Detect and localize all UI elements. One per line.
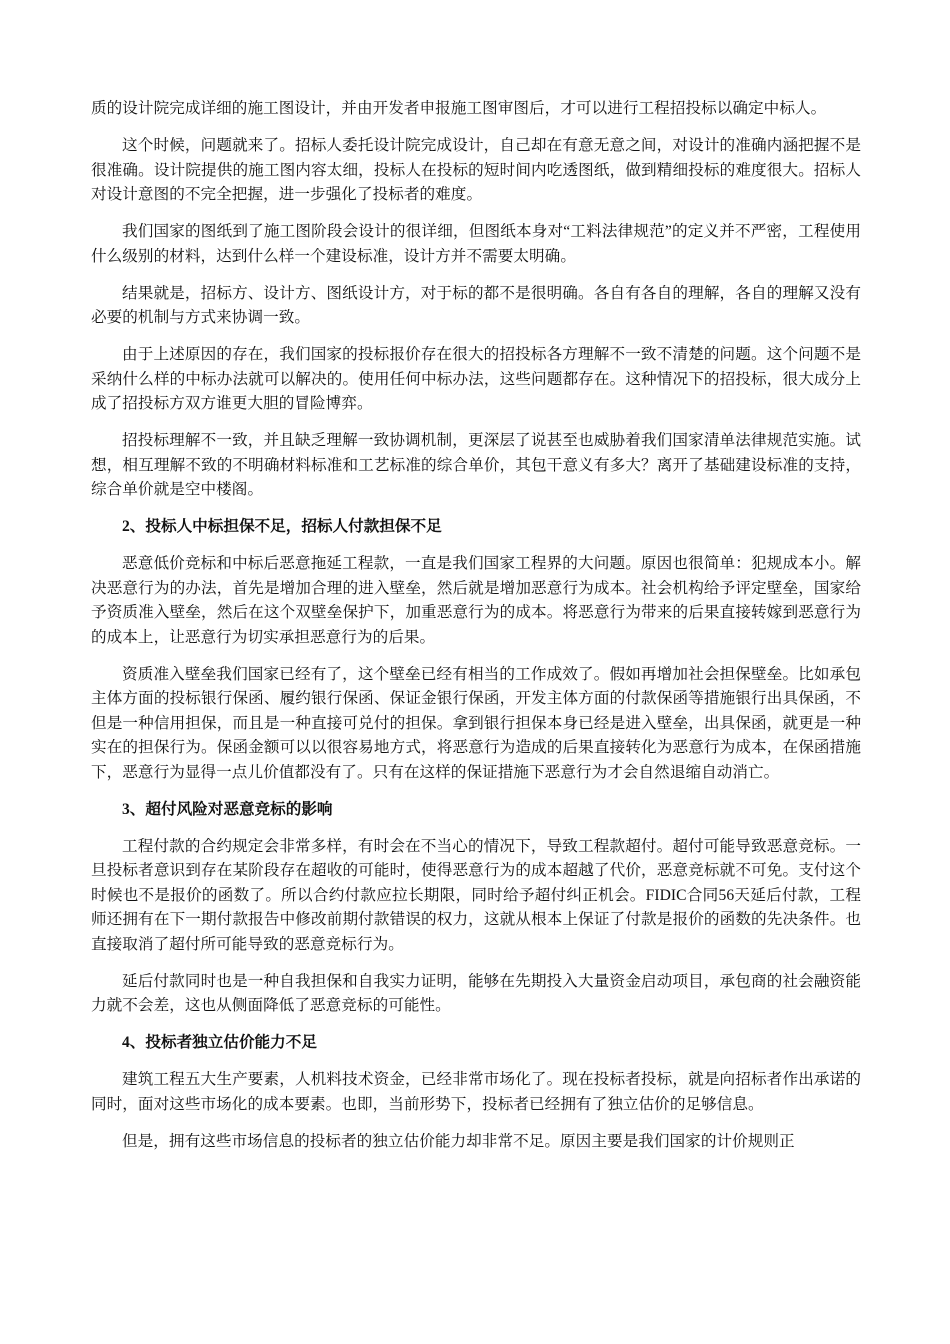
section-heading-4: 4、投标者独立估价能力不足	[122, 1034, 317, 1051]
paragraph: 资质准入壁垒我们国家已经有了，这个壁垒已经有相当的工作成效了。假如再增加社会担保壁垒。比如承包主体方面的投标银行保函、履约银行保函、保证金银行保函，开发主体方面的付款保函等措施银行出具保函，不但是一种信用担保，而且是一种直接可兑付的担保。拿到银行担保本身已经是进入壁垒，出具保函，就更是一种实在的担保行为。保函金额可以以很容易地方式，将恶意行为造成的后果直接转化为恶意行为成本，在保函措施下，恶意行为显得一点儿价值都没有了。只有在这样的保证措施下恶意行为才会自然退缩自动消亡。	[91, 665, 861, 781]
paragraph: 我们国家的图纸到了施工图阶段会设计的很详细，但图纸本身对“工料法律规范”的定义并不严密，工程使用什么级别的材料，达到什么样一个建设标准，设计方并不需要太明确。	[91, 223, 861, 265]
paragraph: 工程付款的合约规定会非常多样，有时会在不当心的情况下，导致工程款超付。超付可能导致恶意竞标。一旦投标者意识到存在某阶段存在超收的可能时，使得恶意行为的成本超越了代价，恶意竞标就不可免。支付这个时候也不是报价的函数了。所以合约付款应拉长期限，同时给予超付纠正机会。FIDIC合同56天延后付款，工程师还拥有在下一期付款报告中修改前期付款错误的权力，这就从根本上保证了付款是报价的函数的先决条件。也直接取消了超付所可能导致的恶意竞标行为。	[91, 837, 861, 953]
paragraph: 延后付款同时也是一种自我担保和自我实力证明，能够在先期投入大量资金启动项目，承包商的社会融资能力就不会差，这也从侧面降低了恶意竞标的可能性。	[91, 972, 861, 1014]
section-heading-3: 3、超付风险对恶意竞标的影响	[122, 800, 333, 818]
section-heading-2: 2、投标人中标担保不足，招标人付款担保不足	[122, 518, 442, 535]
paragraph: 由于上述原因的存在，我们国家的投标报价存在很大的招投标各方理解不一致不清楚的问题。这个问题不是采纳什么样的中标办法就可以解决的。使用任何中标办法，这些问题都存在。这种情况下的招投标，很大成分上成了招投标方双方谁更大胆的冒险博弈。	[91, 346, 861, 412]
paragraph: 建筑工程五大生产要素，人机料技术资金，已经非常市场化了。现在投标者投标，就是向招标者作出承诺的同时，面对这些市场化的成本要素。也即，当前形势下，投标者已经拥有了独立估价的足够信息。	[91, 1071, 861, 1113]
paragraph: 但是，拥有这些市场信息的投标者的独立估价能力却非常不足。原因主要是我们国家的计价规则正	[122, 1132, 795, 1150]
paragraph: 招投标理解不一致，并且缺乏理解一致协调机制，更深层了说甚至也威胁着我们国家清单法律规范实施。试想，相互理解不致的不明确材料标准和工艺标准的综合单价，其包干意义有多大？离开了基础建设标准的支持，综合单价就是空中楼阁。	[91, 432, 861, 498]
paragraph: 恶意低价竞标和中标后恶意拖延工程款，一直是我们国家工程界的大问题。原因也很简单：犯规成本小。解决恶意行为的办法，首先是增加合理的进入壁垒，然后就是增加恶意行为成本。社会机构给予评定壁垒，国家给予资质准入壁垒，然后在这个双壁垒保护下，加重恶意行为的成本。将恶意行为带来的后果直接转嫁到恶意行为的成本上，让恶意行为切实承担恶意行为的后果。	[91, 555, 861, 646]
paragraph: 结果就是，招标方、设计方、图纸设计方，对于标的都不是很明确。各自有各自的理解，各自的理解又没有必要的机制与方式来协调一致。	[91, 284, 861, 326]
document-page	[91, 97, 861, 1167]
paragraph-continuation: 质的设计院完成详细的施工图设计，并由开发者申报施工图审图后，才可以进行工程招投标以确定中标人。	[91, 100, 827, 117]
paragraph: 这个时候，问题就来了。招标人委托设计院完成设计，自己却在有意无意之间，对设计的准确内涵把握不是很准确。设计院提供的施工图内容太细，投标人在投标的短时间内吃透图纸，做到精细投标的难度很大。招标人对设计意图的不完全把握，进一步强化了投标者的难度。	[91, 137, 861, 203]
